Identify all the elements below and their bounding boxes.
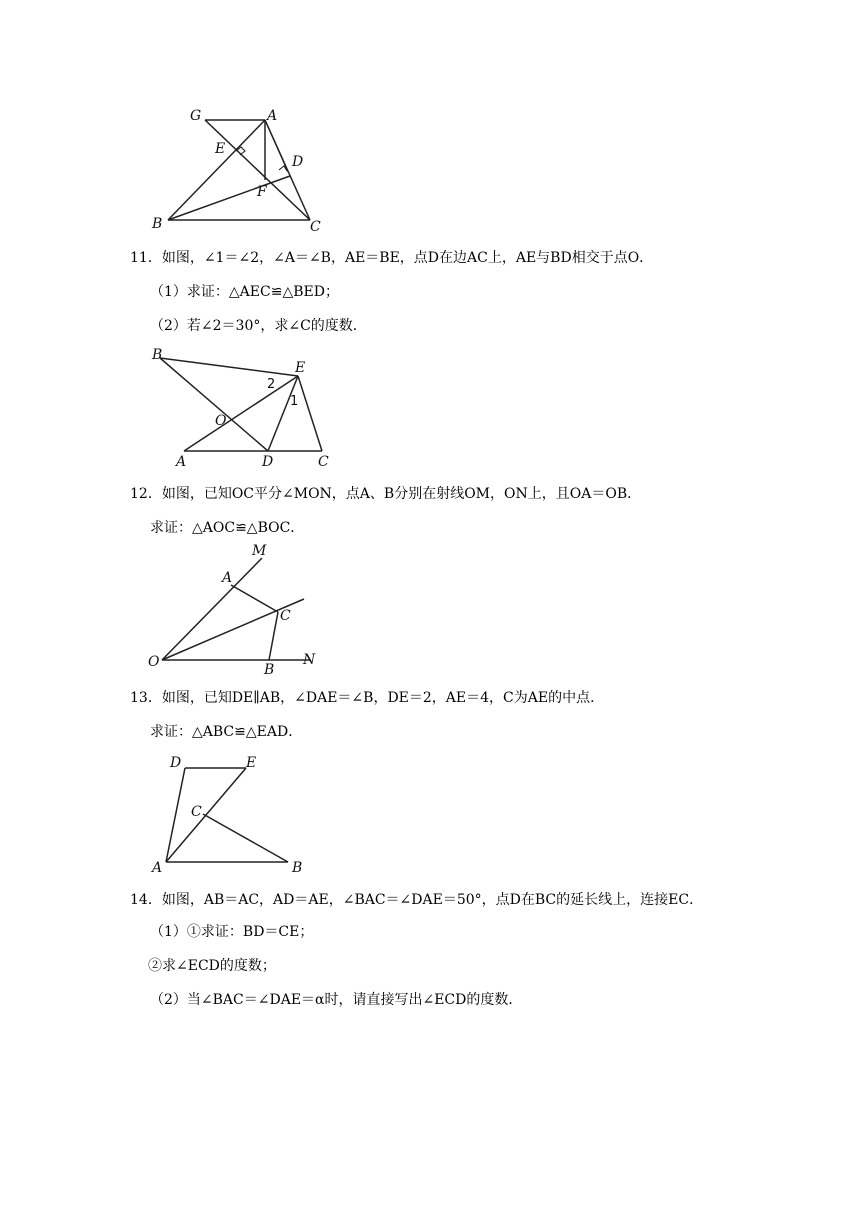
figure-problem-12 bbox=[140, 538, 340, 678]
problem-number: 12． bbox=[130, 486, 162, 502]
label-angle-2: 2 bbox=[267, 377, 276, 392]
label-A: A bbox=[267, 108, 278, 124]
problem-number: 14． bbox=[130, 892, 162, 908]
label-C: C bbox=[280, 608, 291, 624]
label-A: A bbox=[222, 570, 233, 586]
label-O: O bbox=[148, 654, 160, 670]
problem-14-part-1b: ②求∠ECD的度数； bbox=[148, 958, 276, 974]
label-angle-1: 1 bbox=[290, 394, 299, 409]
problem-11-part-1: （1）求证：△AEC≌△BED； bbox=[150, 284, 339, 300]
problem-13-statement bbox=[130, 688, 604, 708]
label-E: E bbox=[246, 755, 257, 771]
label-F: F bbox=[257, 184, 267, 200]
label-O: O bbox=[215, 413, 227, 429]
problem-14-statement bbox=[130, 890, 703, 910]
label-C: C bbox=[318, 454, 329, 470]
figure-problem-10 bbox=[140, 100, 340, 240]
label-M: M bbox=[252, 543, 267, 559]
problem-12-statement bbox=[130, 484, 641, 504]
label-N: N bbox=[303, 652, 316, 668]
problem-14-part-1: （1）①求证：BD＝CE； bbox=[150, 924, 314, 940]
label-B: B bbox=[264, 662, 275, 678]
problem-text: 如图，已知DE∥AB，∠DAE＝∠B，DE＝2，AE＝4，C为AE的中点． bbox=[161, 690, 605, 706]
label-D: D bbox=[170, 755, 182, 771]
label-B: B bbox=[152, 216, 163, 232]
label-B: B bbox=[292, 860, 303, 876]
label-C: C bbox=[191, 804, 202, 820]
label-C: C bbox=[310, 219, 321, 235]
label-E: E bbox=[295, 360, 306, 376]
label-B: B bbox=[152, 347, 163, 363]
problem-11-statement bbox=[130, 248, 653, 268]
problem-11-part-2: （2）若∠2＝30°，求∠C的度数． bbox=[150, 318, 367, 334]
problem-13-part-1: 求证：△ABC≌△EAD． bbox=[150, 724, 303, 740]
problem-text: 如图，已知OC平分∠MON，点A、B分别在射线OM，ON上，且OA＝OB． bbox=[161, 486, 642, 502]
problem-number: 11． bbox=[130, 250, 162, 266]
label-D: D bbox=[292, 154, 304, 170]
problem-12-part-1: 求证：△AOC≌△BOC． bbox=[150, 520, 305, 536]
label-D: D bbox=[262, 454, 274, 470]
problem-number: 13． bbox=[130, 690, 162, 706]
label-A: A bbox=[176, 454, 187, 470]
problem-14-part-2: （2）当∠BAC＝∠DAE＝α时，请直接写出∠ECD的度数． bbox=[150, 992, 523, 1008]
figure-problem-13 bbox=[140, 750, 330, 880]
label-G: G bbox=[190, 108, 202, 124]
problem-text: 如图，AB＝AC，AD＝AE，∠BAC＝∠DAE＝50°，点D在BC的延长线上，连接EC． bbox=[161, 892, 704, 908]
label-A: A bbox=[152, 860, 163, 876]
label-E: E bbox=[215, 141, 226, 157]
problem-text: 如图，∠1＝∠2，∠A＝∠B，AE＝BE，点D在边AC上，AE与BD相交于点O． bbox=[161, 250, 654, 266]
figure-problem-11 bbox=[140, 342, 340, 472]
